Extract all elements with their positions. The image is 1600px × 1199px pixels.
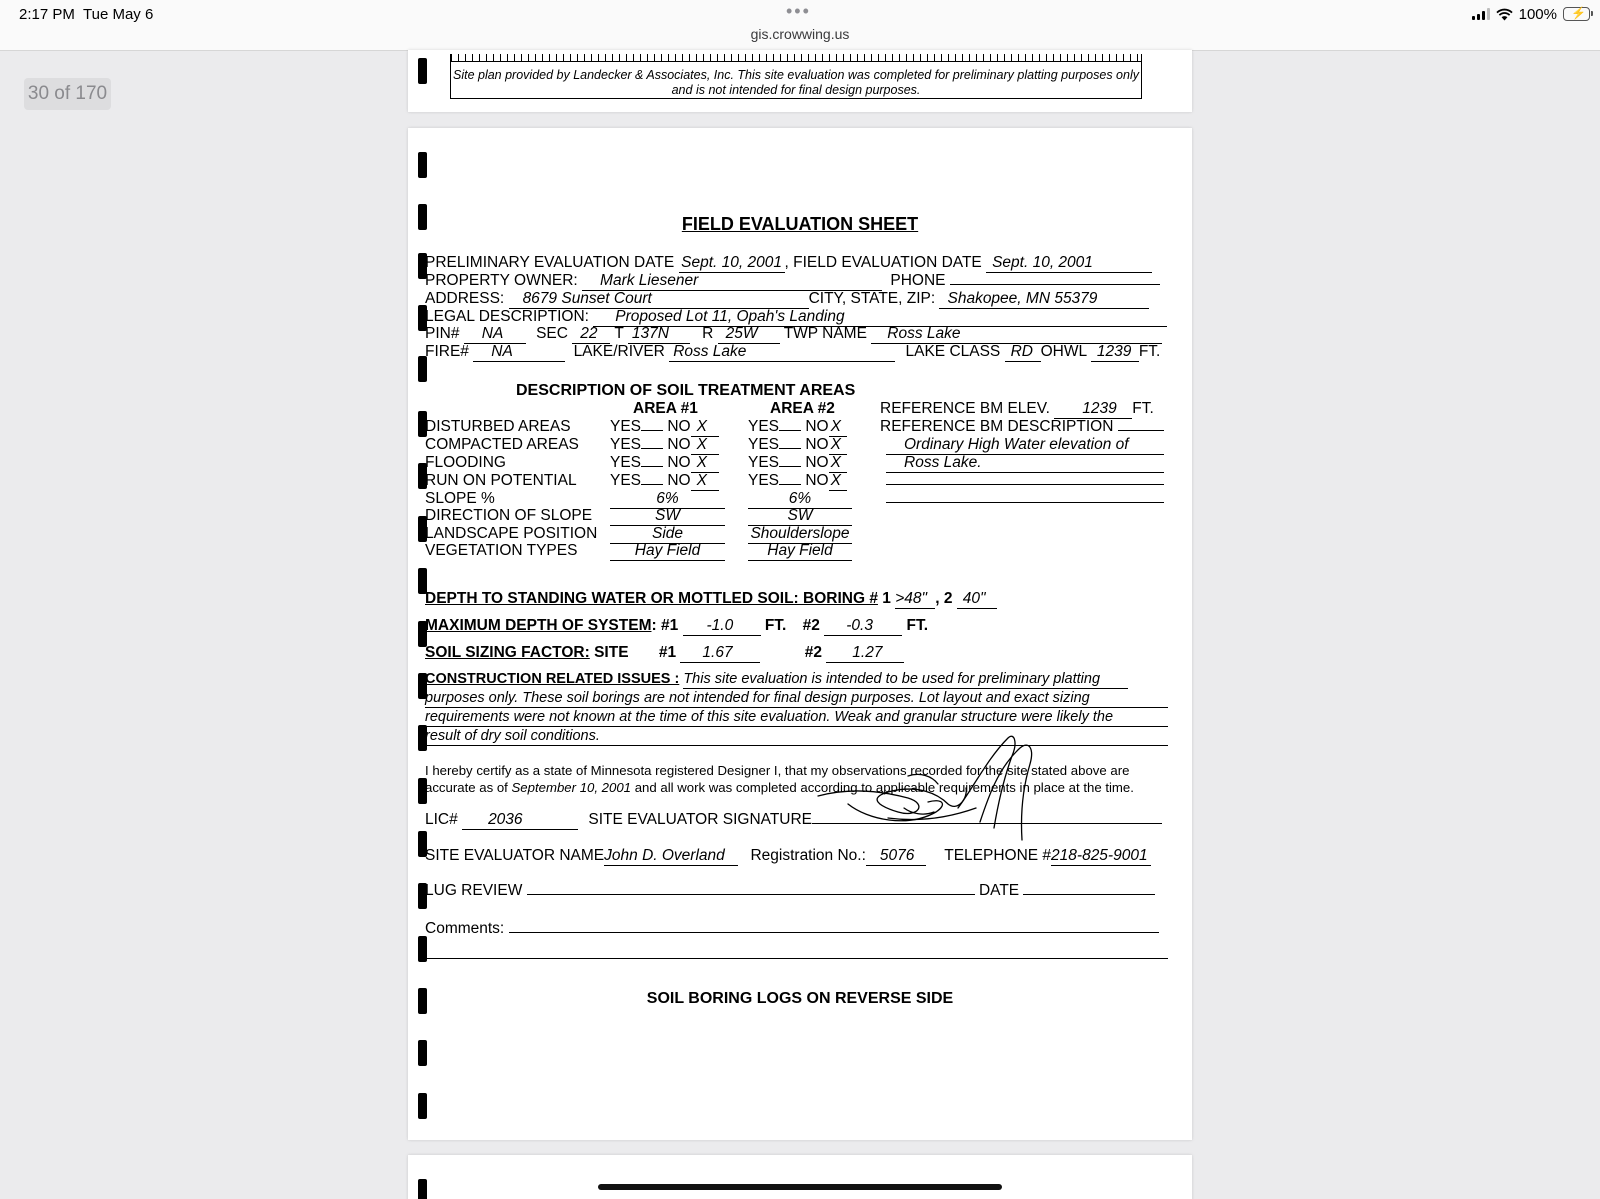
evaluator-name-value: John D. Overland: [604, 847, 738, 866]
review-date-label: DATE: [978, 882, 1020, 899]
sizing-row: SOIL SIZING FACTOR: SITE #1 1.67 #2 1.27: [425, 644, 904, 663]
soil-heading: DESCRIPTION OF SOIL TREATMENT AREAS: [516, 382, 856, 399]
battery-charging-icon: ⚡: [1563, 7, 1590, 21]
sec-value: 22: [572, 325, 610, 344]
telephone-label: TELEPHONE #: [944, 847, 1052, 864]
multitasking-dots-icon[interactable]: •••: [786, 1, 811, 21]
lake-value: Ross Lake: [669, 343, 895, 362]
area2-runon: YES NO X: [748, 472, 847, 491]
home-indicator[interactable]: [598, 1184, 1002, 1190]
area1-compacted: YES NO X: [610, 436, 719, 455]
row-label-runon: RUN ON POTENTIAL: [425, 472, 577, 489]
binder-hole: [418, 1040, 427, 1066]
binder-hole: [418, 1093, 427, 1119]
row-label-compacted: COMPACTED AREAS: [425, 436, 579, 453]
lake-class-label: LAKE CLASS: [905, 343, 1001, 360]
owner-value: Mark Liesener: [582, 272, 882, 291]
sizing-value2: 1.27: [826, 644, 904, 663]
area1-flooding: YES NO X: [610, 454, 719, 473]
row-label-direction: DIRECTION OF SLOPE: [425, 507, 593, 524]
review-date-line: [1023, 894, 1155, 895]
lake-class-value: RD: [1005, 343, 1041, 362]
legal-label: LEGAL DESCRIPTION:: [425, 308, 589, 325]
next-page: [408, 1155, 1192, 1199]
lic-row: [425, 811, 1162, 830]
site-plan-caption: Site plan provided by Landecker & Associates, Inc. This site evaluation was completed for preliminary platting purposes only and is not intended for final design purposes.: [452, 68, 1139, 97]
certification-text: I hereby certify as a state of Minnesota registered Designer I, that my observations recorded for the site stated above are accurate as of September 10, 2001 and all work was completed according to applicable requirements in place at the time.: [425, 763, 1134, 795]
reverse-side-note: SOIL BORING LOGS ON REVERSE SIDE: [646, 990, 954, 1007]
lic-label: LIC#: [425, 811, 458, 828]
telephone-value: 218-825-9001: [1051, 847, 1151, 866]
row-label-flooding: FLOODING: [425, 454, 506, 471]
depth-value1: >48": [895, 590, 935, 609]
area1-direction: SW: [610, 507, 725, 526]
construction-issues: CONSTRUCTION RELATED ISSUES : This site evaluation is intended to be used for preliminary platting purposes only. These soil borings are not intended for final design purposes. Lot layout and exact sizing requirements were not known at the time of this site evaluation. Weak and granular structure were likely the result of dry soil conditions.: [425, 670, 1168, 746]
status-indicators: [1472, 5, 1590, 23]
prelim-date-label: PRELIMINARY EVALUATION DATE: [425, 254, 675, 271]
r-label: R: [702, 325, 714, 342]
cellular-signal-icon: [1472, 8, 1490, 20]
registration-value: 5076: [866, 847, 926, 866]
bm-desc-label: REFERENCE BM DESCRIPTION: [880, 418, 1114, 435]
depth-boring2: , 2: [935, 590, 953, 607]
comments-row: [425, 920, 1159, 938]
document-page: [408, 128, 1192, 1140]
city-state-zip-value: Shakopee, MN 55379: [939, 290, 1149, 309]
previous-page: [408, 50, 1192, 112]
log-review-label: LUG REVIEW: [425, 882, 523, 899]
prelim-date-value: Sept. 10, 2001: [679, 254, 785, 273]
bm-desc-row: [880, 418, 1164, 436]
bm-desc-line1: Ordinary High Water elevation of: [886, 436, 1164, 455]
twp-value: Ross Lake: [871, 325, 1162, 344]
bm-elev-row: REFERENCE BM ELEV. 1239 FT.: [880, 400, 1154, 417]
area1-slope: 6%: [610, 490, 725, 509]
r-value: 25W: [718, 325, 780, 344]
lake-label: LAKE/RIVER: [573, 343, 665, 360]
row-label-landscape: LANDSCAPE POSITION: [425, 525, 598, 542]
pin-row: [425, 325, 1162, 344]
log-review-line: [527, 894, 975, 895]
fire-label: FIRE#: [425, 343, 469, 360]
bm-desc-blank1: [886, 484, 1164, 485]
depth-row: [425, 590, 997, 609]
form-title: FIELD EVALUATION SHEET: [681, 214, 919, 234]
wifi-icon: [1496, 8, 1513, 21]
binder-hole: [418, 152, 427, 178]
site-plan-caption-box: [450, 54, 1142, 99]
twp-label: TWP NAME: [783, 325, 867, 342]
ohwl-label: OHWL: [1040, 343, 1087, 360]
comments-line1: [509, 932, 1159, 933]
fire-row: [425, 343, 1160, 362]
construction-label: CONSTRUCTION RELATED ISSUES :: [425, 671, 680, 687]
area1-runon: YES NO X: [610, 472, 719, 491]
ohwl-value: 1239: [1091, 343, 1139, 362]
comments-label: Comments:: [425, 920, 505, 937]
phone-label: PHONE: [890, 272, 946, 289]
area1-vegetation: Hay Field: [610, 542, 725, 561]
comments-line2: [425, 958, 1168, 959]
area2-slope: 6%: [748, 490, 852, 509]
depth-boring1: 1: [882, 590, 891, 607]
maxdepth-value1: -1.0: [683, 617, 761, 636]
row-label-vegetation: VEGETATION TYPES: [425, 542, 578, 559]
area2-flooding: YES NO X: [748, 454, 847, 473]
address-label: ADDRESS:: [425, 290, 505, 307]
area2-vegetation: Hay Field: [748, 542, 852, 561]
area1-disturbed: YES NO X: [610, 418, 719, 437]
registration-label: Registration No.:: [750, 847, 866, 864]
sizing-value1: 1.67: [680, 644, 760, 663]
bm-elev-value: 1239: [1054, 400, 1132, 419]
depth-value2: 40": [957, 590, 997, 609]
area2-heading: AREA #2: [770, 400, 835, 417]
pin-value: NA: [464, 325, 526, 344]
log-review-row: [425, 882, 1155, 900]
area2-landscape: Shoulderslope: [748, 525, 852, 544]
signature-label: SITE EVALUATOR SIGNATURE: [588, 811, 813, 828]
battery-percent: 100%: [1518, 5, 1557, 23]
pin-label: PIN#: [425, 325, 460, 342]
evaluation-dates-row: [425, 254, 1152, 273]
evaluator-name-label: SITE EVALUATOR NAME: [425, 847, 605, 864]
scale-ruler: [451, 54, 1141, 62]
legal-value: Proposed Lot 11, Opah's Landing: [593, 308, 1167, 327]
field-date-label: , FIELD EVALUATION DATE: [784, 254, 982, 271]
maxdepth-value2: -0.3: [824, 617, 902, 636]
area1-landscape: Side: [610, 525, 725, 544]
area2-disturbed: YES NO X: [748, 418, 847, 437]
binder-hole: [418, 1179, 427, 1199]
phone-value: [950, 284, 1160, 285]
row-label-disturbed: DISTURBED AREAS: [425, 418, 571, 435]
handwritten-signature: [808, 728, 1048, 868]
fire-value: NA: [473, 343, 565, 362]
area2-compacted: YES NO X: [748, 436, 847, 455]
ohwl-unit: FT.: [1138, 343, 1161, 360]
binder-hole: [418, 58, 427, 84]
depth-label: DEPTH TO STANDING WATER OR MOTTLED SOIL: BORING #: [425, 590, 878, 607]
bm-desc-line2: Ross Lake.: [886, 454, 1164, 473]
address-bar[interactable]: gis.crowwing.us: [750, 26, 850, 42]
address-row: [425, 290, 1149, 309]
sizing-label: SOIL SIZING FACTOR:: [425, 644, 590, 661]
bm-desc-blank2: [886, 502, 1164, 503]
sec-label: SEC: [536, 325, 568, 342]
field-date-value: Sept. 10, 2001: [986, 254, 1152, 273]
area2-direction: SW: [748, 507, 852, 526]
bm-elev-label: REFERENCE BM ELEV.: [880, 400, 1050, 417]
status-time: 2:17 PM: [19, 6, 75, 23]
owner-label: PROPERTY OWNER:: [425, 272, 578, 289]
lic-value: 2036: [462, 811, 578, 830]
t-value: 137N: [628, 325, 690, 344]
status-bar: [0, 0, 1600, 51]
owner-row: [425, 272, 1160, 291]
status-date: Tue May 6: [83, 6, 154, 23]
t-label: T: [614, 325, 624, 342]
page-counter: 30 of 170: [24, 78, 111, 110]
city-state-zip-label: CITY, STATE, ZIP:: [808, 290, 936, 307]
maxdepth-row: MAXIMUM DEPTH OF SYSTEM: #1 -1.0 FT. #2 -0.3 FT.: [425, 617, 929, 634]
address-value: 8679 Sunset Court: [509, 290, 809, 309]
row-label-slope: SLOPE %: [425, 490, 495, 507]
area1-heading: AREA #1: [633, 400, 698, 417]
maxdepth-label: MAXIMUM DEPTH OF SYSTEM: [425, 617, 652, 634]
